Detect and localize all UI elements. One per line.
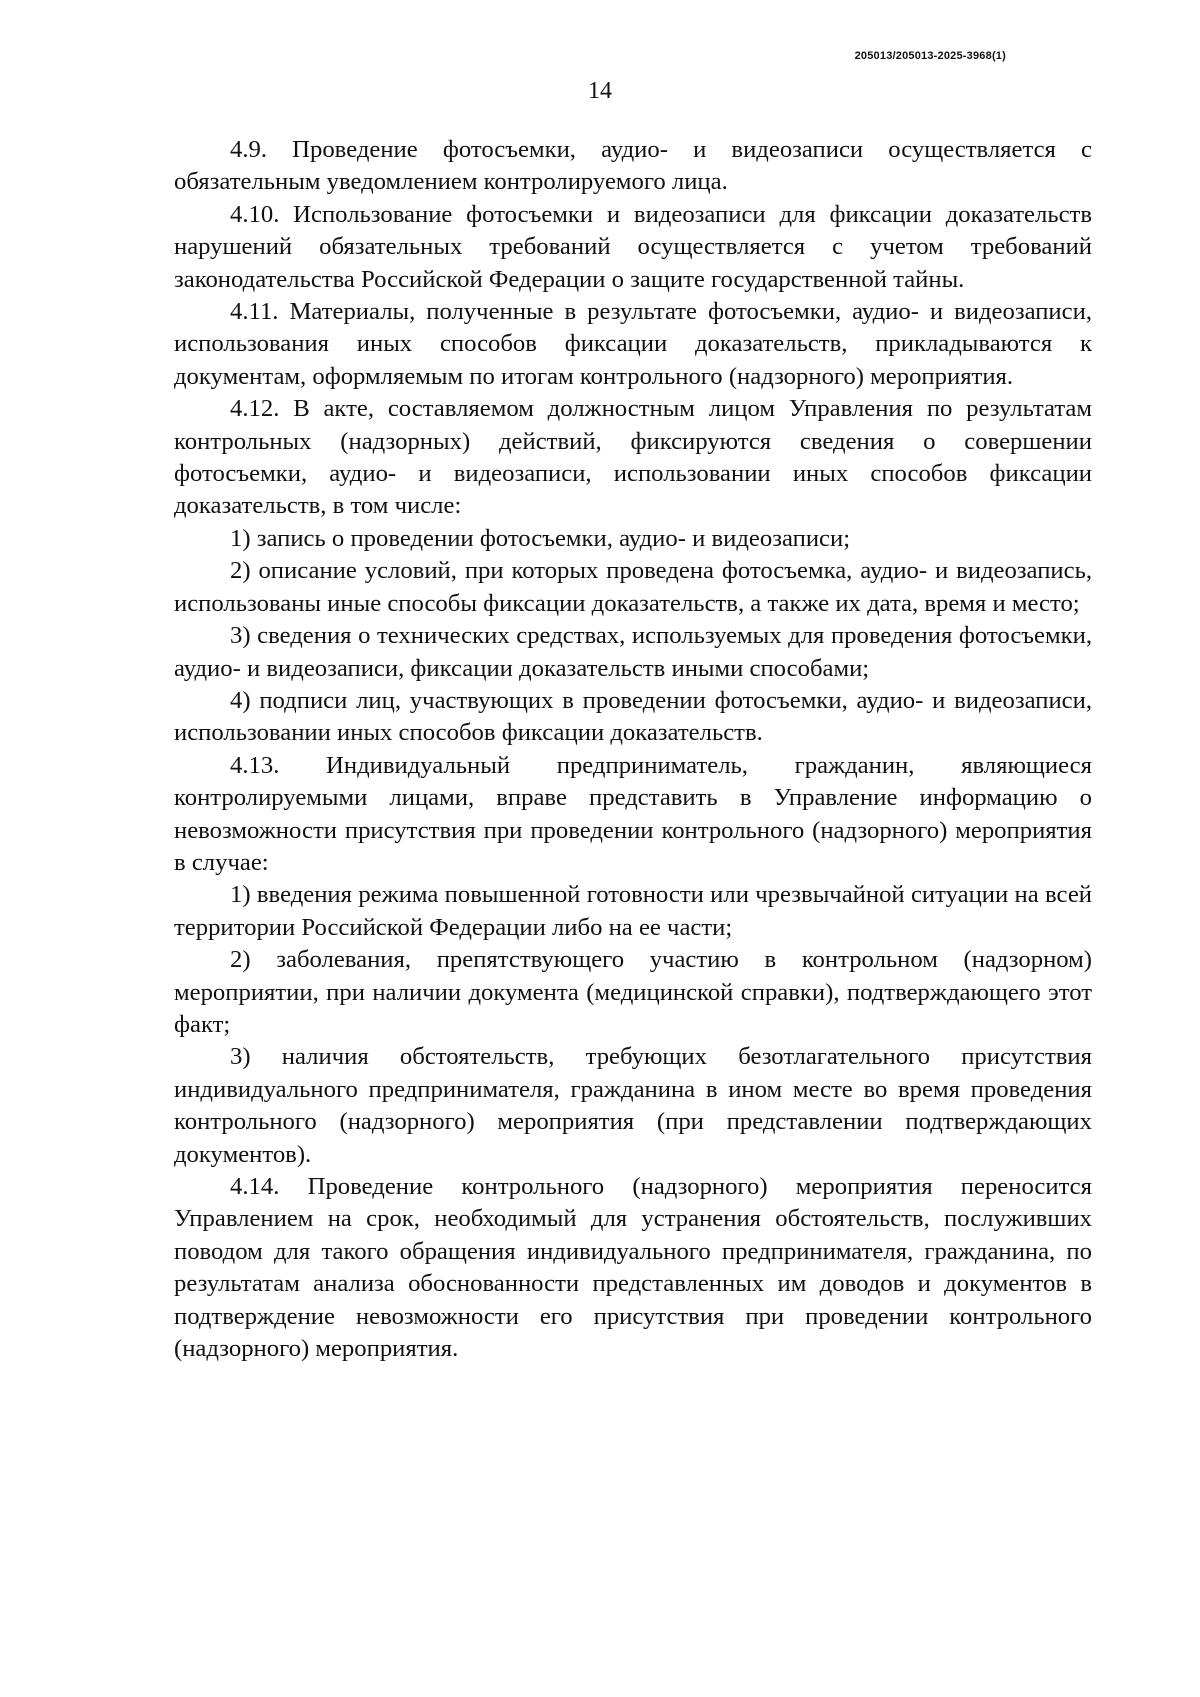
paragraph-4-10: 4.10. Использование фотосъемки и видеозаписи для фиксации доказательств нарушений обязательных требований осуществляется с учетом требований законодательства Российской Федерации о защите государственной тайны. bbox=[174, 200, 1092, 293]
paragraph-4-11: 4.11. Материалы, полученные в результате фотосъемки, аудио- и видеозаписи, использования иных способов фиксации доказательств, прикладываются к документам, оформляемым по итогам контрольного (надзорного) мероприятия. bbox=[174, 298, 1092, 390]
document-body bbox=[174, 134, 1092, 1365]
page-number: 14 bbox=[588, 78, 612, 104]
paragraph-4-12: 4.12. В акте, составляемом должностным лицом Управления по результатам контрольных (надзорных) действий, фиксируются сведения о совершении фотосъемки, аудио- и видеозаписи, использовании иных способов фиксации доказательств, в том числе: bbox=[174, 395, 1092, 520]
document-registration-number: 205013/205013-2025-3968(1) bbox=[854, 50, 1006, 62]
list-item-4-13-1: 1) введения режима повышенной готовности или чрезвычайной ситуации на всей территории Российской Федерации либо на ее части; bbox=[174, 881, 1092, 941]
paragraph-4-14: 4.14. Проведение контрольного (надзорного) мероприятия переносится Управлением на срок, необходимый для устранения обстоятельств, послуживших поводом для такого обращения индивидуального предпринимателя, гражданина, по результатам анализа обоснованности представленных им доводов и документов в подтверждение невозможности его присутствия при проведении контрольного (надзорного) мероприятия. bbox=[174, 1173, 1092, 1363]
list-item-4-12-2: 2) описание условий, при которых проведена фотосъемка, аудио- и видеозапись, использованы иные способы фиксации доказательств, а также их дата, время и место; bbox=[174, 557, 1092, 617]
list-item-4-13-2: 2) заболевания, препятствующего участию в контрольном (надзорном) мероприятии, при наличии документа (медицинской справки), подтверждающего этот факт; bbox=[174, 946, 1092, 1038]
list-item-4-12-3: 3) сведения о технических средствах, используемых для проведения фотосъемки, аудио- и видеозаписи, фиксации доказательств иными способами; bbox=[174, 622, 1092, 682]
list-item-4-13-3: 3) наличия обстоятельств, требующих безотлагательного присутствия индивидуального предпринимателя, гражданина в ином месте во время проведения контрольного (надзорного) мероприятия (при представлении подтверждающих документов). bbox=[174, 1043, 1092, 1168]
paragraph-4-9: 4.9. Проведение фотосъемки, аудио- и видеозаписи осуществляется с обязательным уведомлением контролируемого лица. bbox=[174, 136, 1092, 196]
list-item-4-12-1: 1) запись о проведении фотосъемки, аудио- и видеозаписи; bbox=[230, 524, 851, 552]
list-item-4-12-4: 4) подписи лиц, участвующих в проведении фотосъемки, аудио- и видеозаписи, использовании иных способов фиксации доказательств. bbox=[174, 686, 1092, 747]
paragraph-4-13: 4.13. Индивидуальный предприниматель, гражданин, являющиеся контролируемыми лицами, вправе представить в Управление информацию о невозможности присутствия при проведении контрольного (надзорного) мероприятия в случае: bbox=[174, 751, 1092, 876]
